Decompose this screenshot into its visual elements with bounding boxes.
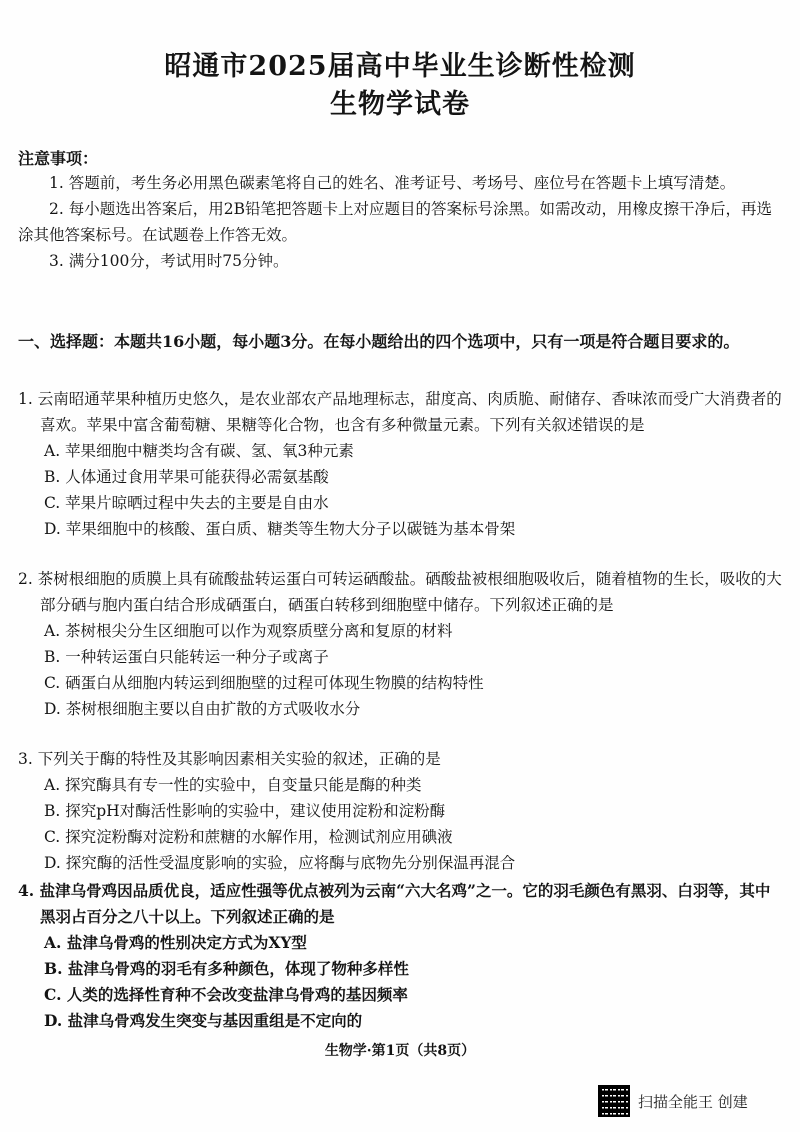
question-stem: 4. 盐津乌骨鸡因品质优良，适应性强等优点被列为云南“六大名鸡”之一。它的羽毛颜色有黑羽、白羽等，其中黑羽占百分之八十以上。下列叙述正确的是 bbox=[18, 881, 771, 926]
option-d: D. 探究酶的活性受温度影响的实验，应将酶与底物先分别保温再混合 bbox=[44, 854, 516, 872]
page-footer: 生物学·第1页（共8页） bbox=[324, 1043, 476, 1059]
question-2 bbox=[18, 566, 782, 722]
notice-heading: 注意事项： bbox=[18, 149, 99, 168]
option-c: C. 探究淀粉酶对淀粉和蔗糖的水解作用，检测试剂应用碘液 bbox=[44, 828, 453, 846]
option-c: C. 人类的选择性育种不会改变盐津乌骨鸡的基因频率 bbox=[44, 985, 408, 1004]
notice-list bbox=[18, 170, 782, 274]
question-3 bbox=[18, 746, 782, 876]
option-d: D. 盐津乌骨鸡发生突变与基因重组是不定向的 bbox=[44, 1011, 363, 1030]
question-stem: 2. 茶树根细胞的质膜上具有硫酸盐转运蛋白可转运硒酸盐。硒酸盐被根细胞吸收后，随着植物的生长，吸收的大部分硒与胞内蛋白结合形成硒蛋白，硒蛋白转移到细胞壁中储存。下列叙述正确的是 bbox=[18, 570, 782, 614]
question-stem: 3. 下列关于酶的特性及其影响因素相关实验的叙述，正确的是 bbox=[18, 750, 441, 768]
question-stem: 1. 云南昭通苹果种植历史悠久，是农业部农产品地理标志，甜度高、肉质脆、耐储存、香味浓而受广大消费者的喜欢。苹果中富含葡萄糖、果糖等化合物，也含有多种微量元素。下列有关叙述错误的是 bbox=[18, 390, 782, 434]
option-b: B. 探究pH对酶活性影响的实验中，建议使用淀粉和淀粉酶 bbox=[44, 802, 446, 820]
watermark-text: 扫描全能王 创建 bbox=[638, 1092, 748, 1111]
option-a: A. 探究酶具有专一性的实验中，自变量只能是酶的种类 bbox=[44, 776, 422, 794]
option-a: A. 茶树根尖分生区细胞可以作为观察质壁分离和复原的材料 bbox=[44, 622, 453, 640]
notice-item: 3. 满分100分，考试用时75分钟。 bbox=[49, 252, 289, 270]
question-1 bbox=[18, 386, 782, 542]
option-d: D. 茶树根细胞主要以自由扩散的方式吸收水分 bbox=[44, 700, 361, 718]
question-4 bbox=[18, 878, 782, 1034]
option-b: B. 一种转运蛋白只能转运一种分子或离子 bbox=[44, 648, 329, 666]
option-c: C. 硒蛋白从细胞内转运到细胞壁的过程可体现生物膜的结构特性 bbox=[44, 674, 484, 692]
notice-item: 1. 答题前，考生务必用黑色碳素笔将自己的姓名、准考证号、考场号、座位号在答题卡上填写清楚。 bbox=[49, 174, 736, 192]
scanner-watermark bbox=[598, 1084, 788, 1118]
option-b: B. 盐津乌骨鸡的羽毛有多种颜色，体现了物种多样性 bbox=[44, 959, 409, 978]
option-c: C. 苹果片晾晒过程中失去的主要是自由水 bbox=[44, 494, 329, 512]
notice-item: 2. 每小题选出答案后，用2B铅笔把答题卡上对应题目的答案标号涂黑。如需改动，用橡皮擦干净后，再选涂其他答案标号。在试题卷上作答无效。 bbox=[18, 200, 772, 244]
section-heading: 一、选择题：本题共16小题，每小题3分。在每小题给出的四个选项中，只有一项是符合题目要求的。 bbox=[18, 332, 740, 351]
exam-title: 昭通市2025届高中毕业生诊断性检测 bbox=[164, 51, 636, 82]
qr-code-icon bbox=[598, 1085, 630, 1117]
option-a: A. 苹果细胞中糖类均含有碳、氢、氧3种元素 bbox=[44, 442, 354, 460]
exam-subject: 生物学试卷 bbox=[330, 89, 470, 120]
option-b: B. 人体通过食用苹果可能获得必需氨基酸 bbox=[44, 468, 329, 486]
option-d: D. 苹果细胞中的核酸、蛋白质、糖类等生物大分子以碳链为基本骨架 bbox=[44, 520, 516, 538]
option-a: A. 盐津乌骨鸡的性别决定方式为XY型 bbox=[44, 933, 307, 952]
